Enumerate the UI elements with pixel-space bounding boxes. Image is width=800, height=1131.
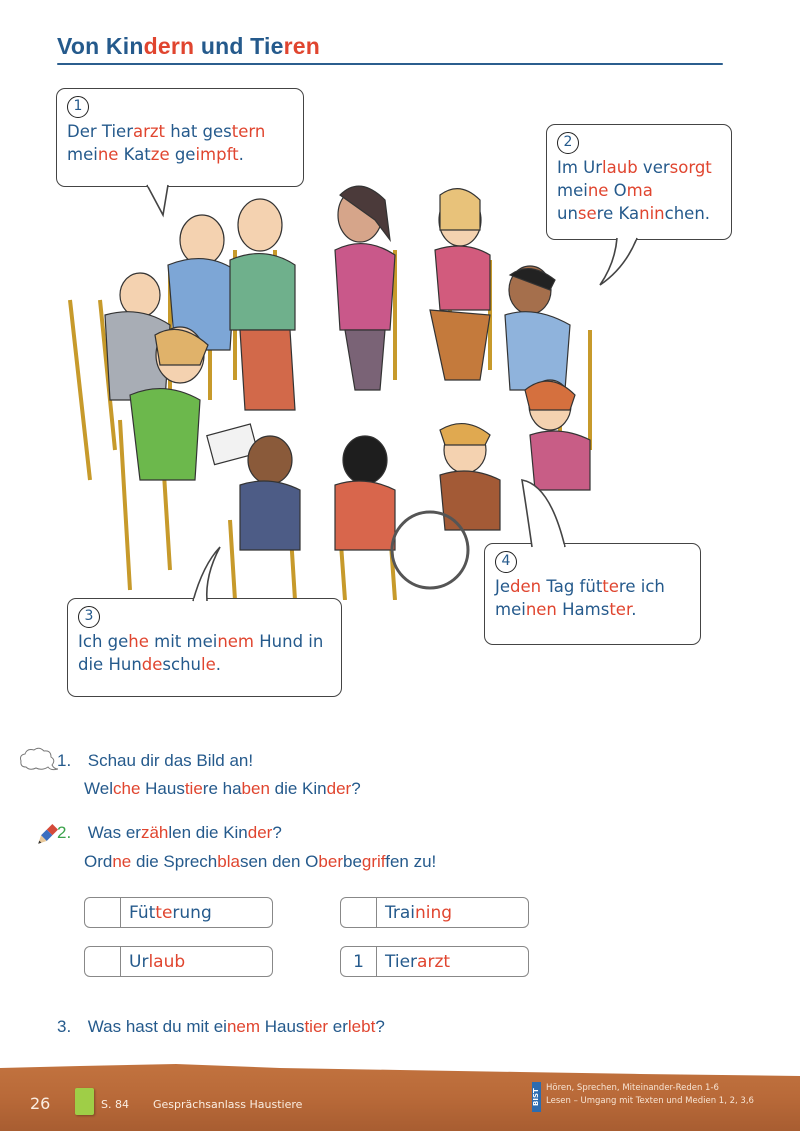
answer-input-tierarzt[interactable]: 1 xyxy=(341,947,377,976)
answer-input-training[interactable] xyxy=(341,898,377,927)
speech-bubble-2 xyxy=(546,124,732,240)
workbook-reference: S. 84 xyxy=(101,1098,129,1111)
bubble-number-2: 2 xyxy=(557,132,579,154)
answer-label-fuetterung: Fütterung xyxy=(129,902,212,923)
answer-label-training: Training xyxy=(385,902,453,923)
pencil-icon xyxy=(34,824,58,848)
bubble-number-3: 3 xyxy=(78,606,100,628)
page-number: 26 xyxy=(30,1094,51,1113)
task-number-3: 3. xyxy=(57,1017,72,1036)
bubble-4-tail xyxy=(520,475,570,547)
bubble-3-tail xyxy=(185,545,235,601)
answer-box-tierarzt[interactable] xyxy=(340,946,529,977)
children-circle-illustration xyxy=(60,150,600,600)
task-number-1: 1. xyxy=(57,751,72,770)
answer-input-urlaub[interactable] xyxy=(85,947,121,976)
bubble-number-1: 1 xyxy=(67,96,89,118)
bubble-2-text xyxy=(557,156,721,225)
speech-bubble-3 xyxy=(67,598,342,697)
answer-box-training[interactable] xyxy=(340,897,529,928)
page-title: Von Kindern und Tieren xyxy=(57,33,320,59)
bubble-line: unsere Kaninchen. xyxy=(557,204,711,223)
task-number-2: 2. xyxy=(57,823,72,842)
speech-bubble-1 xyxy=(56,88,304,187)
answer-label-tierarzt: Tierarzt xyxy=(385,951,451,972)
bubble-line: meine Katze geimpft. xyxy=(67,145,244,164)
bubble-line: die Hundeschule. xyxy=(78,655,221,674)
task-2 xyxy=(57,823,282,843)
bubble-line: Ich gehe mit meinem Hund in xyxy=(78,632,324,651)
bubble-line: Im Urlaub versorgt xyxy=(557,158,712,177)
task-2-line-1: Was erzählen die Kinder? xyxy=(87,823,282,842)
bubble-line: meinen Hamster. xyxy=(495,600,637,619)
bubble-4-text xyxy=(495,575,690,621)
bist-badge: BIST xyxy=(532,1082,541,1112)
footer-topic: Gesprächsanlass Haustiere xyxy=(153,1098,303,1111)
bubble-2-tail xyxy=(595,238,645,288)
answer-box-fuetterung[interactable] xyxy=(84,897,273,928)
task-3 xyxy=(57,1017,385,1037)
standard-line-2: Lesen – Umgang mit Texten und Medien 1, 2, 3,6 xyxy=(546,1096,754,1106)
task-1-line-2: Welche Haustiere haben die Kinder? xyxy=(84,779,361,798)
task-1-line-1: Schau dir das Bild an! xyxy=(87,751,254,770)
standard-line-1: Hören, Sprechen, Miteinander-Reden 1-6 xyxy=(546,1083,719,1093)
task-2-line-2: Ordne die Sprechblasen den Oberbegriffen zu! xyxy=(84,852,437,871)
bubble-number-4: 4 xyxy=(495,551,517,573)
answer-input-fuetterung[interactable] xyxy=(85,898,121,927)
answer-box-urlaub[interactable] xyxy=(84,946,273,977)
workbook-reference-icon xyxy=(75,1088,94,1115)
answer-label-urlaub: Urlaub xyxy=(129,951,186,972)
bubble-line: Jeden Tag füttere ich xyxy=(495,577,665,596)
task-3-line-1: Was hast du mit einem Haustier erlebt? xyxy=(87,1017,385,1036)
title-underline xyxy=(57,63,723,65)
thought-cloud-icon xyxy=(18,747,58,773)
bubble-1-text xyxy=(67,120,293,166)
bubble-1-tail xyxy=(145,185,185,220)
bubble-line: Der Tierarzt hat gestern xyxy=(67,122,266,141)
task-1 xyxy=(57,751,253,771)
bubble-3-text xyxy=(78,630,331,676)
bubble-line: meine Oma xyxy=(557,181,653,200)
speech-bubble-4 xyxy=(484,543,701,645)
